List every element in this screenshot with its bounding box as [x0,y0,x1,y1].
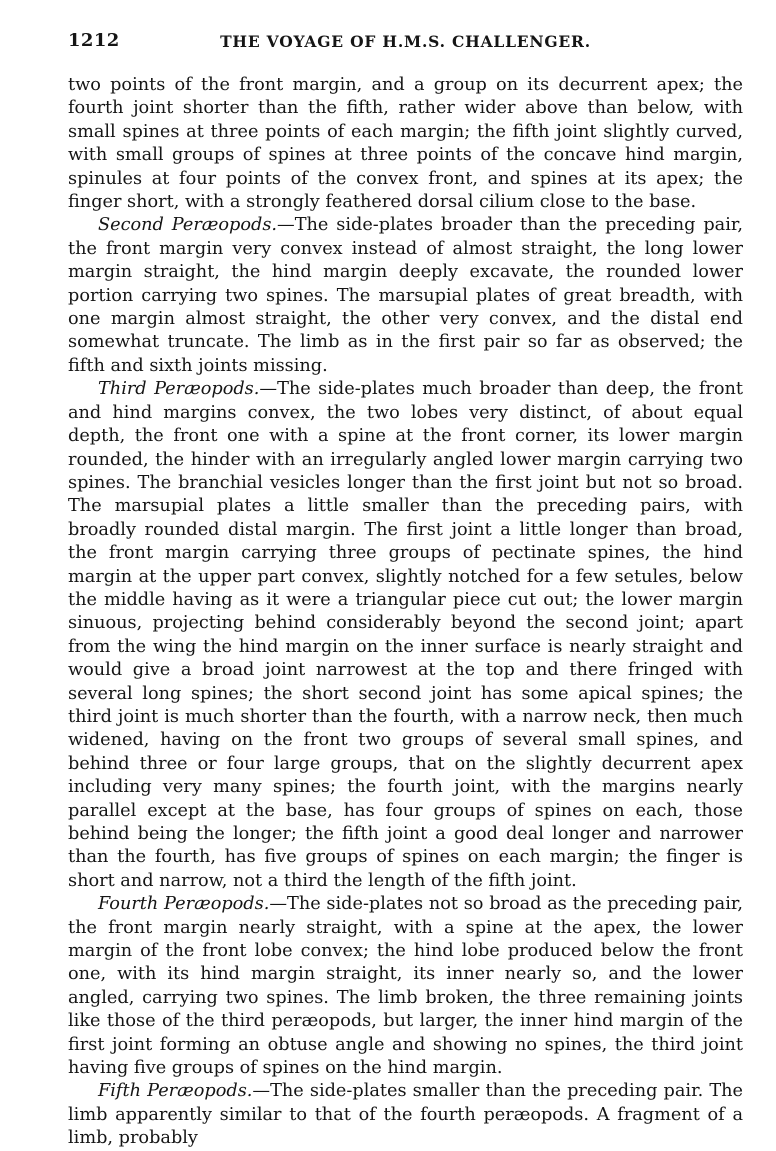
section-heading: Second Peræopods. [98,215,278,236]
paragraph-text: —The side-plates smaller than the preceding pair. The limb apparently similar to that of the fourth peræopods. A fragment of a limb, probably [68,1081,743,1149]
paragraph-text: —The side-plates much broader than deep, the front and hind margins convex, the two lobes very distinct, of about equal depth, the front one with a spine at the front corner, its lower margin rounded, the hinder with an irregularly angled lower margin carrying two spines. The branchial vesicles longer than the first joint but not so broad. The marsupial plates a little smaller than the preceding pairs, with broadly rounded distal margin. The first joint a little longer than broad, the front margin carrying three groups of pectinate spines, the hind margin at the upper part convex, slightly notched for a few setules, below the middle having as it were a triangular piece cut out; the lower margin sinuous, projecting behind considerably beyond the second joint; apart from the wing the hind margin on the inner surface is nearly straight and would give a broad joint narrowest at the top and there fringed with several long spines; the short second joint has some apical spines; the third joint is much shorter than the fourth, with a narrow neck, then much widened, having on the front two groups of several small spines, and behind three or four large groups, that on the slightly decurrent apex including very many spines; the fourth joint, with the margins nearly parallel except at the base, has four groups of spines on each, those behind being the longer; the fifth joint a good deal longer and narrower than the fourth, has five groups of spines on each margin; the finger is short and narrow, not a third the length of the fifth joint. [68,379,743,891]
paragraph-text: —The side-plates not so broad as the preceding pair, the front margin nearly straight, with a spine at the apex, the lower margin of the front lobe convex; the hind lobe produced below the front one, with its hind margin straight, its inner nearly so, and the lower angled, carrying two spines. The limb broken, the three remaining joints like those of the third peræopods, but larger, the inner hind margin of the first joint forming an obtuse angle and showing no spines, the third joint having five groups of spines on the hind margin. [68,894,743,1079]
body-text [68,74,743,1151]
section-heading: Fourth Peræopods. [98,894,270,915]
running-title: THE VOYAGE OF H.M.S. CHALLENGER. [220,32,591,51]
paragraph-text: two points of the front margin, and a group on its decurrent apex; the fourth joint shorter than the fifth, rather wider above than below, with small spines at three points of each margin; the fifth joint slightly curved, with small groups of spines at three points of the concave hind margin, spinules at four points of the convex front, and spines at its apex; the finger short, with a strongly feathered dorsal cilium close to the base. [68,75,743,213]
paragraph-second-peraeopods [68,214,743,378]
paragraph-text: —The side-plates broader than the preceding pair, the front margin very convex instead of almost straight, the long lower margin straight, the hind margin deeply excavate, the rounded lower portion carrying two spines. The marsupial plates of great breadth, with one margin almost straight, the other very convex, and the distal end somewhat truncate. The limb as in the first pair so far as observed; the fifth and sixth joints missing. [68,215,743,376]
paragraph-third-peraeopods [68,378,743,893]
paragraph-fourth-peraeopods [68,893,743,1080]
paragraph-fifth-peraeopods [68,1080,743,1150]
running-header [68,30,743,58]
section-heading: Third Peræopods. [98,379,260,400]
paragraph-continuation [68,74,743,214]
section-heading: Fifth Peræopods. [98,1081,253,1102]
page-number: 1212 [68,30,120,51]
